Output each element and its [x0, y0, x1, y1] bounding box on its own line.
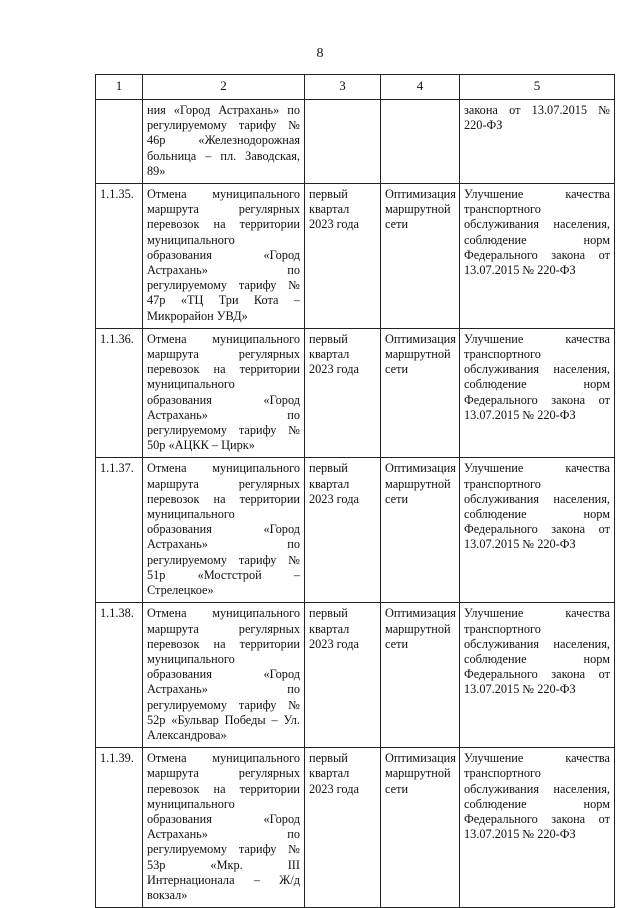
table-row	[96, 184, 615, 329]
name-cell: Отмена муниципального маршрута регулярных перевозок на территории муниципального образования «Город Астрахань» по регулируемому тарифу № 50р «АЦКК – Цирк»	[143, 328, 305, 458]
num-cell: 1.1.38.	[96, 603, 143, 748]
column-header: 5	[460, 75, 615, 100]
num-cell: 1.1.39.	[96, 748, 143, 908]
goal-cell: Оптимизация маршрутной сети	[381, 458, 460, 603]
page-number: 8	[316, 46, 324, 61]
result-cell: Улучшение качества транспортного обслуживания населения, соблюдение норм Федерального закона от 13.07.2015 № 220-ФЗ	[460, 328, 615, 458]
goal-cell: Оптимизация маршрутной сети	[381, 184, 460, 329]
column-header: 3	[305, 75, 381, 100]
term-cell: первый квартал 2023 года	[305, 184, 381, 329]
column-header: 4	[381, 75, 460, 100]
result-cell: закона от 13.07.2015 № 220-ФЗ	[460, 100, 615, 184]
name-cell: Отмена муниципального маршрута регулярных перевозок на территории муниципального образования «Город Астрахань» по регулируемому тарифу № 52р «Бульвар Победы – Ул. Александрова»	[143, 603, 305, 748]
result-cell: Улучшение качества транспортного обслуживания населения, соблюдение норм Федерального закона от 13.07.2015 № 220-ФЗ	[460, 458, 615, 603]
goal-cell: Оптимизация маршрутной сети	[381, 328, 460, 458]
term-cell: первый квартал 2023 года	[305, 748, 381, 908]
column-header: 2	[143, 75, 305, 100]
num-cell: 1.1.37.	[96, 458, 143, 603]
goal-cell: Оптимизация маршрутной сети	[381, 748, 460, 908]
name-cell: Отмена муниципального маршрута регулярных перевозок на территории муниципального образования «Город Астрахань» по регулируемому тарифу № 51р «Мостстрой – Стрелецкое»	[143, 458, 305, 603]
num-cell: 1.1.35.	[96, 184, 143, 329]
table-row-continuation	[96, 100, 615, 184]
num-cell: 1.1.36.	[96, 328, 143, 458]
result-cell: Улучшение качества транспортного обслуживания населения, соблюдение норм Федерального закона от 13.07.2015 № 220-ФЗ	[460, 603, 615, 748]
result-cell: Улучшение качества транспортного обслуживания населения, соблюдение норм Федерального закона от 13.07.2015 № 220-ФЗ	[460, 748, 615, 908]
goal-cell	[381, 100, 460, 184]
table-header-row	[96, 75, 615, 100]
result-cell: Улучшение качества транспортного обслуживания населения, соблюдение норм Федерального закона от 13.07.2015 № 220-ФЗ	[460, 184, 615, 329]
table-row	[96, 748, 615, 908]
measures-table	[95, 74, 615, 908]
name-cell: ния «Город Астрахань» по регулируемому тарифу № 46р «Железнодорожная больница – пл. Заводская, 89»	[143, 100, 305, 184]
table-row	[96, 458, 615, 603]
term-cell: первый квартал 2023 года	[305, 603, 381, 748]
column-header: 1	[96, 75, 143, 100]
term-cell: первый квартал 2023 года	[305, 328, 381, 458]
table-row	[96, 603, 615, 748]
term-cell	[305, 100, 381, 184]
term-cell: первый квартал 2023 года	[305, 458, 381, 603]
table-row	[96, 328, 615, 458]
num-cell	[96, 100, 143, 184]
name-cell: Отмена муниципального маршрута регулярных перевозок на территории муниципального образования «Город Астрахань» по регулируемому тарифу № 53р «Мкр. III Интернационала – Ж/д вокзал»	[143, 748, 305, 908]
name-cell: Отмена муниципального маршрута регулярных перевозок на территории муниципального образования «Город Астрахань» по регулируемому тарифу № 47р «ТЦ Три Кота – Микрорайон УВД»	[143, 184, 305, 329]
goal-cell: Оптимизация маршрутной сети	[381, 603, 460, 748]
